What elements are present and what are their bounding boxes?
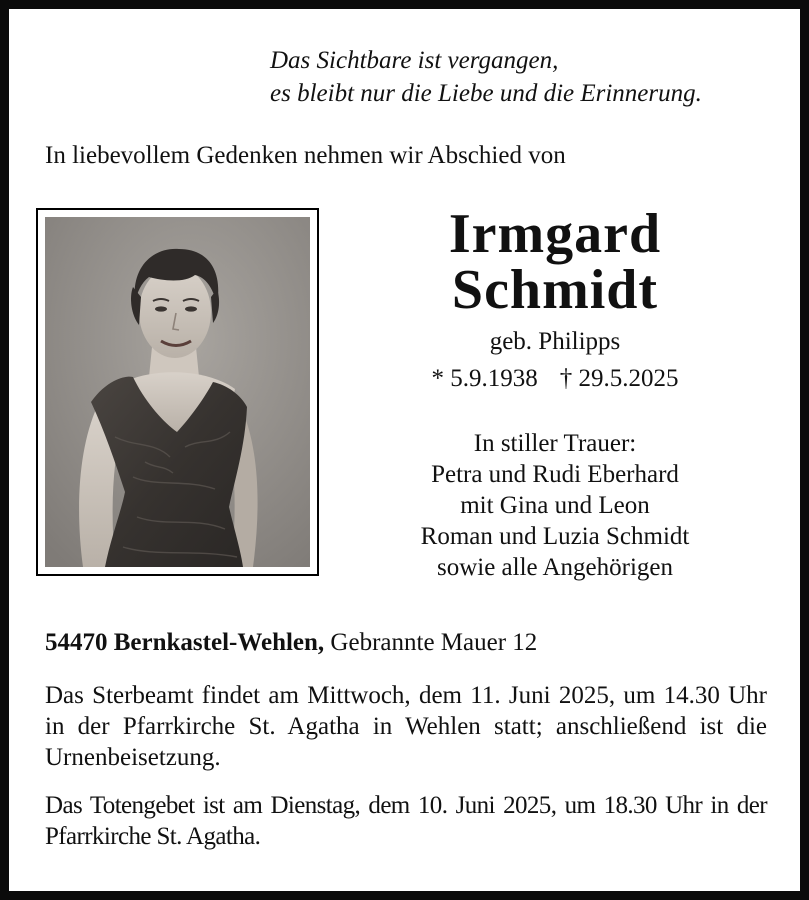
mourners-heading: In stiller Trauer: xyxy=(473,430,637,457)
maiden-name: geb. Philipps xyxy=(489,328,621,355)
address-city: 54470 Bernkastel-Wehlen, xyxy=(45,629,325,656)
name-block xyxy=(395,203,715,394)
motto-line-2: es bleibt nur die Liebe und die Erinnerung. xyxy=(270,80,702,107)
address-street: Gebrannte Mauer 12 xyxy=(330,629,538,656)
requiem-paragraph: Das Sterbeamt findet am Mittwoch, dem 11. Juni 2025, um 14.30 Uhr in der Pfarrkirche St. Agatha in Wehlen statt; anschließend ist die Urnenbeisetzung. xyxy=(45,682,767,771)
death-date: † 29.5.2025 xyxy=(559,365,679,392)
mourner-line: mit Gina und Leon xyxy=(460,492,650,519)
mourner-line: Roman und Luzia Schmidt xyxy=(420,523,690,550)
prayer-paragraph: Das Totengebet ist am Dienstag, dem 10. Juni 2025, um 18.30 Uhr in der Pfarrkirche St. Agatha. xyxy=(45,792,767,850)
life-dates xyxy=(395,364,715,394)
motto xyxy=(270,44,790,110)
first-name: Irmgard xyxy=(448,203,662,265)
portrait-photo xyxy=(45,217,310,567)
intro-text: In liebevollem Gedenken nehmen wir Abschied von xyxy=(45,142,566,169)
photo-frame xyxy=(36,208,319,576)
last-name: Schmidt xyxy=(451,259,659,321)
mourners-block xyxy=(395,428,715,583)
portrait-illustration xyxy=(45,217,310,567)
address xyxy=(45,628,765,658)
mourner-line: sowie alle Angehörigen xyxy=(436,554,674,581)
mourner-line: Petra und Rudi Eberhard xyxy=(431,461,679,488)
motto-line-1: Das Sichtbare ist vergangen, xyxy=(270,47,559,74)
birth-date: * 5.9.1938 xyxy=(431,365,538,392)
